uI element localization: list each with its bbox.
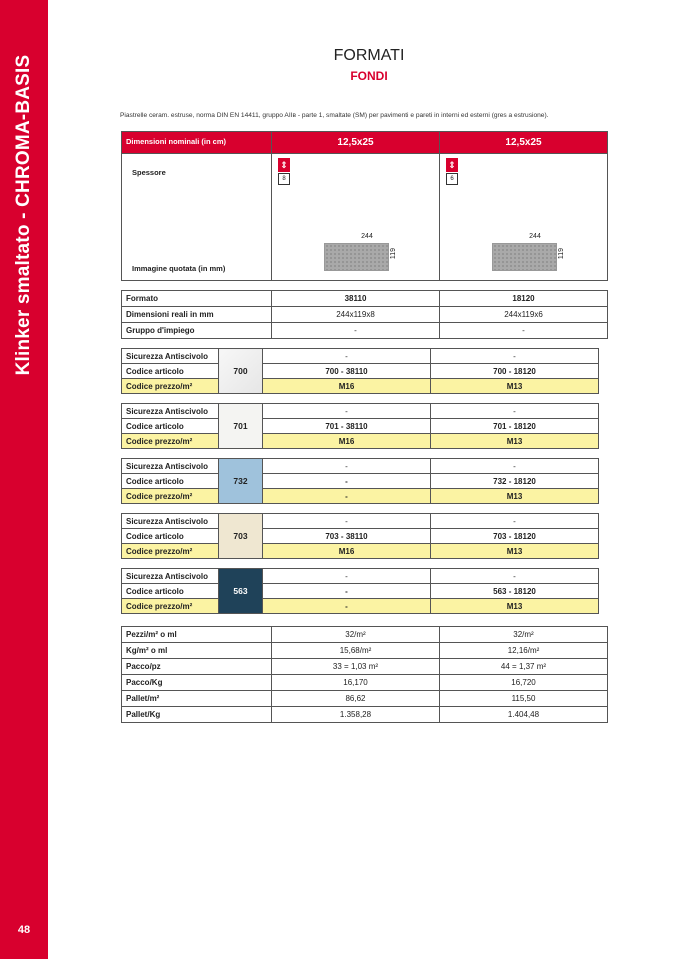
thickness-value: 8 xyxy=(278,173,290,185)
row-label: Codice articolo xyxy=(122,419,219,434)
cell: 44 = 1,37 m² xyxy=(440,659,608,675)
cell: 16,170 xyxy=(272,675,440,691)
row-label: Sicurezza Antiscivolo xyxy=(122,569,219,584)
row-label: Formato xyxy=(122,291,272,307)
sidebar-title: Klinker smaltato - CHROMA-BASIS xyxy=(13,54,34,376)
sidebar xyxy=(0,0,48,959)
thickness-icon: ⇕ xyxy=(278,158,290,172)
cell: M13 xyxy=(431,489,599,504)
thickness-label: Spessore xyxy=(132,168,166,177)
color-code: 563 xyxy=(219,569,263,614)
table-row xyxy=(122,675,608,691)
cell: - xyxy=(431,459,599,474)
thickness-value: 6 xyxy=(446,173,458,185)
row-label: Sicurezza Antiscivolo xyxy=(122,349,219,364)
row-label: Codice prezzo/m² xyxy=(122,489,219,504)
color-group-701 xyxy=(121,403,599,449)
row-label: Pezzi/m² o ml xyxy=(122,627,272,643)
cell: 115,50 xyxy=(440,691,608,707)
row-label: Codice articolo xyxy=(122,474,219,489)
cell: 701 - 18120 xyxy=(431,419,599,434)
color-code: 703 xyxy=(219,514,263,559)
cell: 16,720 xyxy=(440,675,608,691)
cell: 86,62 xyxy=(272,691,440,707)
cell: - xyxy=(431,404,599,419)
color-group-700 xyxy=(121,348,599,394)
row-label: Pacco/Kg xyxy=(122,675,272,691)
spec-table xyxy=(121,131,608,281)
spec-label-cell xyxy=(122,154,272,281)
row-label: Sicurezza Antiscivolo xyxy=(122,404,219,419)
row-label: Codice prezzo/m² xyxy=(122,544,219,559)
row-label: Sicurezza Antiscivolo xyxy=(122,459,219,474)
table-row xyxy=(122,659,608,675)
spec-cell-1 xyxy=(272,154,440,281)
cell: 38110 xyxy=(272,291,440,307)
cell: 700 - 18120 xyxy=(431,364,599,379)
cell: 701 - 38110 xyxy=(263,419,431,434)
cell: - xyxy=(263,599,431,614)
row-label: Gruppo d'impiego xyxy=(122,323,272,339)
table-row xyxy=(122,627,608,643)
page-number: 48 xyxy=(17,924,31,936)
tile-image xyxy=(492,243,557,271)
cell: M16 xyxy=(263,379,431,394)
row-label: Sicurezza Antiscivolo xyxy=(122,514,219,529)
cell: - xyxy=(440,323,608,339)
tile-image xyxy=(324,243,389,271)
row-label: Codice prezzo/m² xyxy=(122,434,219,449)
tile-height: 119 xyxy=(390,247,398,260)
cell: 32/m² xyxy=(272,627,440,643)
cell: 563 - 18120 xyxy=(431,584,599,599)
cell: 1.358,28 xyxy=(272,707,440,723)
table-row xyxy=(122,291,608,307)
cell: 1.404,48 xyxy=(440,707,608,723)
row-label: Kg/m² o ml xyxy=(122,643,272,659)
color-code: 700 xyxy=(219,349,263,394)
tile-width: 244 xyxy=(529,233,541,240)
table-row xyxy=(122,323,608,339)
color-group-732 xyxy=(121,458,599,504)
row-label: Codice prezzo/m² xyxy=(122,379,219,394)
color-group-703 xyxy=(121,513,599,559)
cell: - xyxy=(263,569,431,584)
cell: - xyxy=(263,349,431,364)
cell: 18120 xyxy=(440,291,608,307)
thickness-badge xyxy=(278,158,290,185)
row-label: Codice articolo xyxy=(122,364,219,379)
thickness-icon: ⇕ xyxy=(446,158,458,172)
row-label: Codice articolo xyxy=(122,584,219,599)
dim-label: Dimensioni nominali (in cm) xyxy=(122,132,272,154)
size-col-2: 12,5x25 xyxy=(440,132,608,154)
cell: - xyxy=(263,514,431,529)
row-label: Pacco/pz xyxy=(122,659,272,675)
page-subtitle: FONDI xyxy=(350,69,388,83)
cell: - xyxy=(263,474,431,489)
row-label: Codice prezzo/m² xyxy=(122,599,219,614)
cell: - xyxy=(263,489,431,504)
cell: - xyxy=(272,323,440,339)
color-group-563 xyxy=(121,568,599,614)
thickness-badge xyxy=(446,158,458,185)
table-row xyxy=(122,307,608,323)
dimensions-table xyxy=(121,290,608,339)
cell: M13 xyxy=(431,599,599,614)
color-code: 701 xyxy=(219,404,263,449)
size-col-1: 12,5x25 xyxy=(272,132,440,154)
cell: 703 - 18120 xyxy=(431,529,599,544)
product-description: Piastrelle ceram. estruse, norma DIN EN 14411, gruppo AIIʙ - parte 1, smaltate (SM) per pavimenti e pareti in interni ed esterni (gres a estrusione). xyxy=(120,112,549,119)
cell: 33 = 1,03 m² xyxy=(272,659,440,675)
row-label: Dimensioni reali in mm xyxy=(122,307,272,323)
cell: M13 xyxy=(431,544,599,559)
cell: 15,68/m² xyxy=(272,643,440,659)
cell: - xyxy=(263,459,431,474)
cell: - xyxy=(431,514,599,529)
tile-height: 119 xyxy=(558,247,566,260)
tile-width: 244 xyxy=(361,233,373,240)
page-title: FORMATI xyxy=(333,47,405,64)
cell: M13 xyxy=(431,434,599,449)
table-row xyxy=(122,643,608,659)
packaging-table xyxy=(121,626,608,723)
table-row xyxy=(122,691,608,707)
row-label: Pallet/m² xyxy=(122,691,272,707)
table-row xyxy=(122,707,608,723)
image-label: Immagine quotata (in mm) xyxy=(132,264,226,273)
cell: - xyxy=(263,584,431,599)
cell: M13 xyxy=(431,379,599,394)
cell: - xyxy=(431,349,599,364)
cell: - xyxy=(263,404,431,419)
cell: M16 xyxy=(263,434,431,449)
row-label: Pallet/Kg xyxy=(122,707,272,723)
cell: - xyxy=(431,569,599,584)
row-label: Codice articolo xyxy=(122,529,219,544)
cell: 732 - 18120 xyxy=(431,474,599,489)
cell: 700 - 38110 xyxy=(263,364,431,379)
cell: 703 - 38110 xyxy=(263,529,431,544)
cell: M16 xyxy=(263,544,431,559)
spec-cell-2 xyxy=(440,154,608,281)
cell: 244x119x6 xyxy=(440,307,608,323)
cell: 244x119x8 xyxy=(272,307,440,323)
cell: 12,16/m² xyxy=(440,643,608,659)
cell: 32/m² xyxy=(440,627,608,643)
color-code: 732 xyxy=(219,459,263,504)
